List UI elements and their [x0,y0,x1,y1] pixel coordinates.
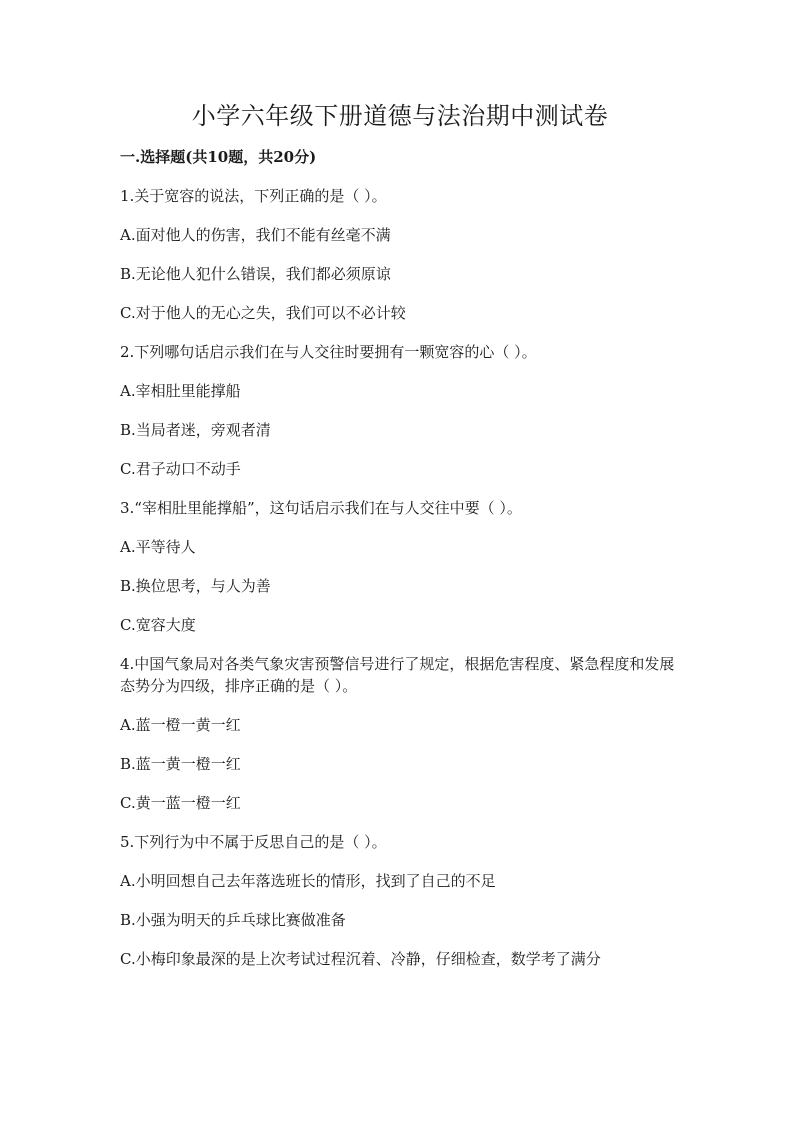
question-2 [120,341,680,480]
option-a: A.平等待人 [120,538,196,556]
option-a: A.面对他人的伤害，我们不能有丝毫不满 [120,226,391,244]
option-b: B.无论他人犯什么错误，我们都必须原谅 [120,265,391,283]
question-stem: 5.下列行为中不属于反思自己的是（ ）。 [120,833,387,851]
option-a: A.宰相肚里能撑船 [120,382,241,400]
question-5 [120,831,680,970]
option-c: C.君子动口不动手 [120,460,241,478]
page-title: 小学六年级下册道德与法治期中测试卷 [191,102,609,130]
question-stem: 4.中国气象局对各类气象灾害预警信号进行了规定，根据危害程度、紧急程度和发展态势分为四级，排序正确的是（ ）。 [120,655,675,695]
option-b: B.蓝一黄一橙一红 [120,755,241,773]
question-3 [120,497,680,636]
question-1 [120,185,680,324]
option-b: B.当局者迷，旁观者清 [120,421,271,439]
question-stem: 2.下列哪句话启示我们在与人交往时要拥有一颗宽容的心（ ）。 [120,343,537,361]
option-a: A.小明回想自己去年落选班长的情形，找到了自己的不足 [120,872,496,890]
question-stem: 1.关于宽容的说法，下列正确的是（ ）。 [120,187,387,205]
option-c: C.对于他人的无心之失，我们可以不必计较 [120,304,406,322]
option-a: A.蓝一橙一黄一红 [120,716,241,734]
question-4 [120,653,680,814]
option-c: C.黄一蓝一橙一红 [120,794,241,812]
exam-content [120,146,680,987]
option-c: C.宽容大度 [120,616,196,634]
option-b: B.换位思考，与人为善 [120,577,271,595]
option-c: C.小梅印象最深的是上次考试过程沉着、冷静，仔细检查，数学考了满分 [120,950,601,968]
section-heading: 一.选择题(共10题，共20分) [120,148,317,166]
question-stem: 3.“宰相肚里能撑船”，这句话启示我们在与人交往中要（ ）。 [120,499,522,517]
option-b: B.小强为明天的乒乓球比赛做准备 [120,911,346,929]
